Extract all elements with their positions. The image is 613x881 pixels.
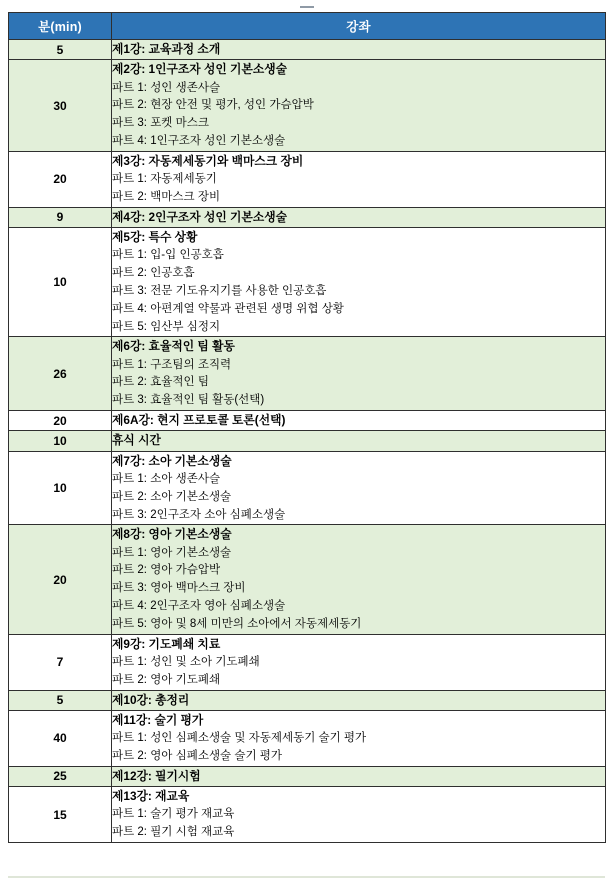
cell-course <box>112 207 606 227</box>
course-part: 파트 2: 필기 시험 재교육 <box>112 826 235 839</box>
table-header <box>9 13 606 40</box>
cell-minutes: 20 <box>9 525 112 634</box>
table-row <box>9 634 606 690</box>
cell-minutes: 40 <box>9 710 112 766</box>
course-part: 파트 4: 1인구조자 성인 기본소생술 <box>112 135 286 147</box>
course-title: 제13강: 재교육 <box>112 789 190 804</box>
cell-minutes: 20 <box>9 151 112 207</box>
cell-course <box>112 431 606 451</box>
course-part: 파트 3: 효율적인 팀 활동(선택) <box>112 394 265 407</box>
cell-minutes: 10 <box>9 431 112 451</box>
course-part: 파트 2: 영아 기도폐쇄 <box>112 673 221 686</box>
table-row <box>9 337 606 411</box>
course-part: 파트 1: 소아 생존사슬 <box>112 472 221 485</box>
course-part: 파트 2: 소아 기본소생술 <box>112 490 232 503</box>
course-part: 파트 1: 입-입 인공호흡 <box>112 249 224 262</box>
course-title: 제6A강: 현지 프로토콜 토론(선택) <box>112 413 286 428</box>
table-header-row <box>9 13 606 40</box>
table-row <box>9 40 606 60</box>
cell-minutes: 25 <box>9 766 112 786</box>
course-part: 파트 2: 영아 심폐소생술 술기 평가 <box>112 749 282 762</box>
cell-course <box>112 40 606 60</box>
table-row <box>9 525 606 634</box>
course-title: 제3강: 자동제세동기와 백마스크 장비 <box>112 153 304 168</box>
course-part: 파트 3: 전문 기도유지기를 사용한 인공호흡 <box>112 284 327 297</box>
cell-course <box>112 634 606 690</box>
cell-course <box>112 60 606 152</box>
column-header-course: 강좌 <box>112 13 606 40</box>
course-schedule-table <box>8 12 606 843</box>
course-part: 파트 1: 성인 생존사슬 <box>112 81 221 94</box>
course-title: 제4강: 2인구조자 성인 기본소생술 <box>112 209 288 224</box>
cell-minutes: 5 <box>9 40 112 60</box>
course-part: 파트 1: 술기 평가 재교육 <box>112 808 235 821</box>
cell-minutes: 5 <box>9 690 112 710</box>
cell-course <box>112 710 606 766</box>
table-body <box>9 40 606 843</box>
cell-course <box>112 766 606 786</box>
course-title: 제5강: 특수 상황 <box>112 230 198 244</box>
course-title: 제2강: 1인구조자 성인 기본소생술 <box>112 62 288 77</box>
course-part: 파트 3: 포켓 마스크 <box>112 117 209 130</box>
table-row <box>9 451 606 525</box>
course-title: 제9강: 기도폐쇄 치료 <box>112 636 221 651</box>
cell-course <box>112 337 606 411</box>
cell-minutes: 30 <box>9 60 112 152</box>
course-part: 파트 5: 영아 및 8세 미만의 소아에서 자동제세동기 <box>112 617 362 630</box>
cell-minutes: 7 <box>9 634 112 690</box>
page-top-marker <box>300 6 314 8</box>
course-part: 파트 1: 영아 기본소생술 <box>112 546 232 559</box>
cell-course <box>112 525 606 634</box>
cell-course <box>112 228 606 337</box>
cell-minutes: 10 <box>9 228 112 337</box>
course-part: 파트 1: 성인 및 소아 기도폐쇄 <box>112 655 260 668</box>
course-part: 파트 2: 영아 가슴압박 <box>112 564 221 577</box>
course-part: 파트 1: 성인 심폐소생술 및 자동제세동기 술기 평가 <box>112 732 367 745</box>
course-title: 제10강: 총정리 <box>112 692 190 707</box>
course-part: 파트 1: 구조팀의 조직력 <box>112 358 232 371</box>
cell-course <box>112 787 606 843</box>
cell-course <box>112 690 606 710</box>
course-title: 제7강: 소아 기본소생술 <box>112 453 232 468</box>
course-part: 파트 4: 아편계열 약물과 관련된 생명 위협 상황 <box>112 302 344 315</box>
table-row <box>9 431 606 451</box>
table-row <box>9 151 606 207</box>
course-part: 파트 2: 인공호흡 <box>112 267 195 280</box>
cell-minutes: 15 <box>9 787 112 843</box>
course-part: 파트 1: 자동제세동기 <box>112 173 217 186</box>
cell-course <box>112 411 606 431</box>
table-row <box>9 411 606 431</box>
course-title: 휴식 시간 <box>112 433 161 448</box>
course-title: 제8강: 영아 기본소생술 <box>112 527 232 542</box>
table-row <box>9 228 606 337</box>
course-part: 파트 2: 백마스크 장비 <box>112 190 221 203</box>
table-row <box>9 207 606 227</box>
course-title: 제11강: 술기 평가 <box>112 712 204 727</box>
course-title: 제12강: 필기시험 <box>112 768 201 783</box>
table-row <box>9 60 606 152</box>
column-header-minutes: 분(min) <box>9 13 112 40</box>
cell-course <box>112 151 606 207</box>
course-title: 제6강: 효율적인 팀 활동 <box>112 339 235 354</box>
table-row <box>9 787 606 843</box>
page-bottom-rule <box>8 876 605 878</box>
cell-course <box>112 451 606 525</box>
table-row <box>9 690 606 710</box>
course-title: 제1강: 교육과정 소개 <box>112 42 221 56</box>
course-part: 파트 4: 2인구조자 영아 심폐소생술 <box>112 600 286 613</box>
course-part: 파트 3: 영아 백마스크 장비 <box>112 582 246 595</box>
cell-minutes: 10 <box>9 451 112 525</box>
table-row <box>9 710 606 766</box>
course-part: 파트 2: 현장 안전 및 평가, 성인 가슴압박 <box>112 99 314 112</box>
course-part: 파트 2: 효율적인 팀 <box>112 376 209 389</box>
course-part: 파트 5: 임산부 심정지 <box>112 320 221 333</box>
table-row <box>9 766 606 786</box>
cell-minutes: 9 <box>9 207 112 227</box>
cell-minutes: 26 <box>9 337 112 411</box>
cell-minutes: 20 <box>9 411 112 431</box>
course-part: 파트 3: 2인구조자 소아 심폐소생술 <box>112 508 286 521</box>
